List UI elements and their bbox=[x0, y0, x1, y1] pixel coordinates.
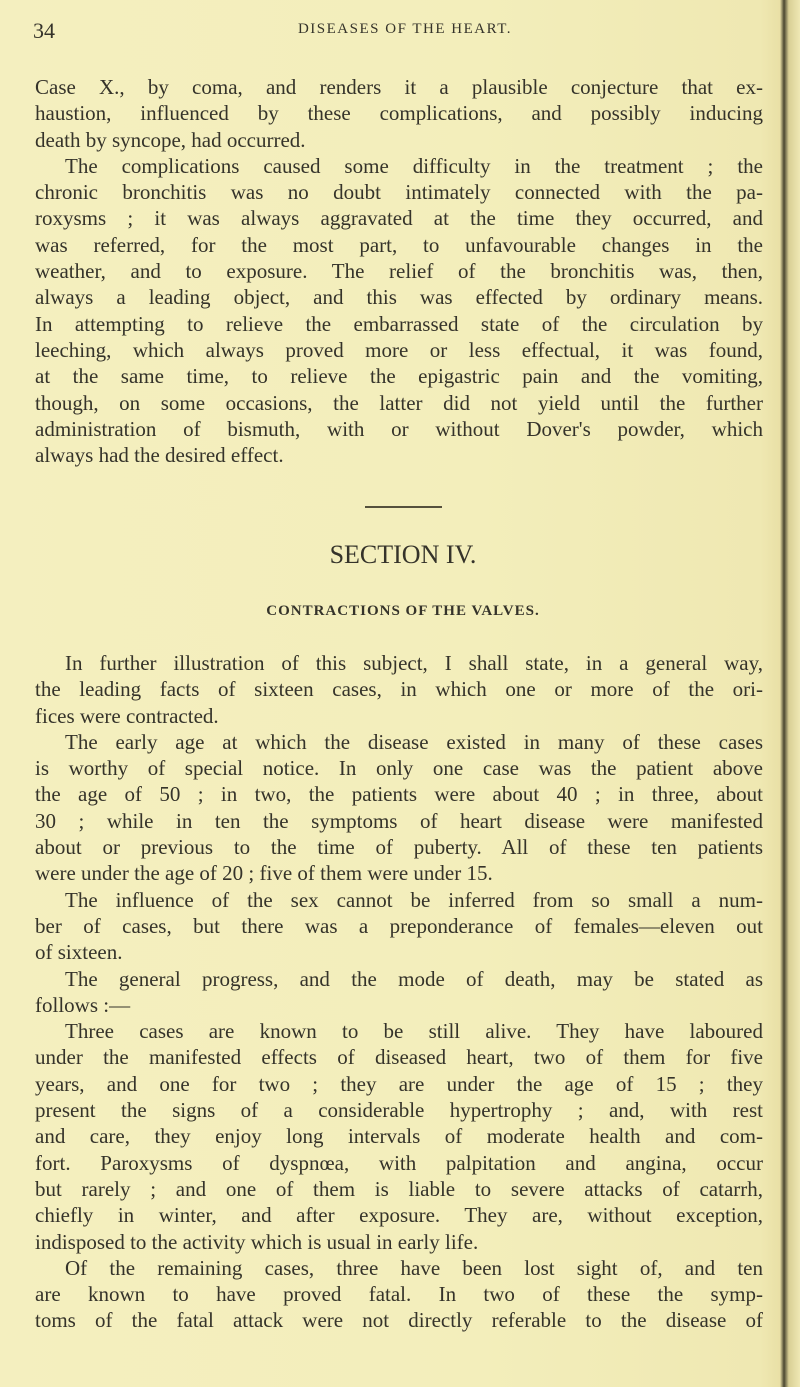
text-line: The early age at which the disease existed in many of these cases bbox=[65, 729, 763, 754]
text-line: the age of 50 ; in two, the patients were about 40 ; in three, about bbox=[35, 782, 763, 807]
text-line: fort. Paroxysms of dyspnœa, with palpitation and angina, occur bbox=[35, 1150, 763, 1175]
text-line: The influence of the sex cannot be inferred from so small a num- bbox=[65, 887, 763, 912]
paragraph bbox=[35, 153, 763, 469]
section-divider bbox=[365, 506, 442, 508]
text-line: The general progress, and the mode of death, may be stated as bbox=[65, 966, 763, 991]
text-line: ber of cases, but there was a preponderance of females—eleven out bbox=[35, 913, 763, 938]
text-line: are known to have proved fatal. In two of these the symp- bbox=[35, 1282, 763, 1307]
body-text-top bbox=[35, 74, 763, 468]
text-line: Three cases are known to be still alive. They have laboured bbox=[65, 1019, 763, 1044]
text-line: In further illustration of this subject, I shall state, in a general way, bbox=[65, 651, 763, 675]
text-line: at the same time, to relieve the epigastric pain and the vomiting, bbox=[35, 364, 763, 389]
text-line: follows :— bbox=[35, 992, 131, 1017]
text-line: though, on some occasions, the latter did not yield until the further bbox=[35, 390, 763, 415]
text-line: fices were contracted. bbox=[35, 703, 219, 728]
text-line: under the manifested effects of diseased heart, two of them for five bbox=[35, 1045, 763, 1070]
text-line: chiefly in winter, and after exposure. They are, without exception, bbox=[35, 1203, 763, 1228]
text-line: was referred, for the most part, to unfavourable changes in the bbox=[35, 232, 763, 257]
paragraph bbox=[35, 1255, 763, 1334]
text-line: and care, they enjoy long intervals of moderate health and com- bbox=[35, 1124, 763, 1149]
section-heading: SECTION IV. bbox=[329, 540, 477, 569]
text-line: The complications caused some difficulty in the treatment ; the bbox=[65, 153, 763, 178]
paragraph bbox=[35, 650, 763, 729]
text-line: present the signs of a considerable hypertrophy ; and, with rest bbox=[35, 1098, 763, 1123]
text-line: the leading facts of sixteen cases, in which one or more of the ori- bbox=[35, 677, 763, 702]
paragraph bbox=[35, 966, 763, 1019]
text-line: about or previous to the time of puberty. All of these ten patients bbox=[35, 835, 763, 860]
page-number: 34 bbox=[33, 18, 55, 43]
text-line: of sixteen. bbox=[35, 940, 123, 965]
paragraph bbox=[35, 74, 763, 153]
paragraph bbox=[35, 1018, 763, 1255]
text-line: always had the desired effect. bbox=[35, 443, 284, 468]
text-line: haustion, influenced by these complications, and possibly inducing bbox=[35, 101, 763, 126]
text-line: administration of bismuth, with or without Dover's powder, which bbox=[35, 416, 763, 441]
text-line: Case X., by coma, and renders it a plausible conjecture that ex- bbox=[35, 75, 763, 99]
text-line: indisposed to the activity which is usual in early life. bbox=[35, 1229, 479, 1254]
text-line: years, and one for two ; they are under the age of 15 ; they bbox=[35, 1071, 763, 1096]
text-line: weather, and to exposure. The relief of the bronchitis was, then, bbox=[35, 259, 763, 284]
text-line: chronic bronchitis was no doubt intimately connected with the pa- bbox=[35, 180, 763, 205]
text-line: toms of the fatal attack were not directly referable to the disease of bbox=[35, 1308, 763, 1333]
text-line: is worthy of special notice. In only one case was the patient above bbox=[35, 756, 763, 781]
body-text-section bbox=[35, 650, 763, 1334]
running-title: DISEASES OF THE HEART. bbox=[297, 21, 513, 37]
text-line: leeching, which always proved more or less effectual, it was found, bbox=[35, 337, 763, 362]
text-line: but rarely ; and one of them is liable to severe attacks of catarrh, bbox=[35, 1176, 763, 1201]
text-line: were under the age of 20 ; five of them were under 15. bbox=[35, 861, 493, 886]
text-line: 30 ; while in ten the symptoms of heart disease were manifested bbox=[35, 808, 763, 833]
text-line: always a leading object, and this was effected by ordinary means. bbox=[35, 285, 763, 310]
text-line: roxysms ; it was always aggravated at the time they occurred, and bbox=[35, 206, 763, 231]
text-line: Of the remaining cases, three have been lost sight of, and ten bbox=[65, 1255, 763, 1280]
text-line: In attempting to relieve the embarrassed state of the circulation by bbox=[35, 311, 763, 336]
paragraph bbox=[35, 729, 763, 887]
section-subheading: CONTRACTIONS OF THE VALVES. bbox=[266, 603, 540, 619]
paragraph bbox=[35, 887, 763, 966]
text-line: death by syncope, had occurred. bbox=[35, 127, 306, 152]
